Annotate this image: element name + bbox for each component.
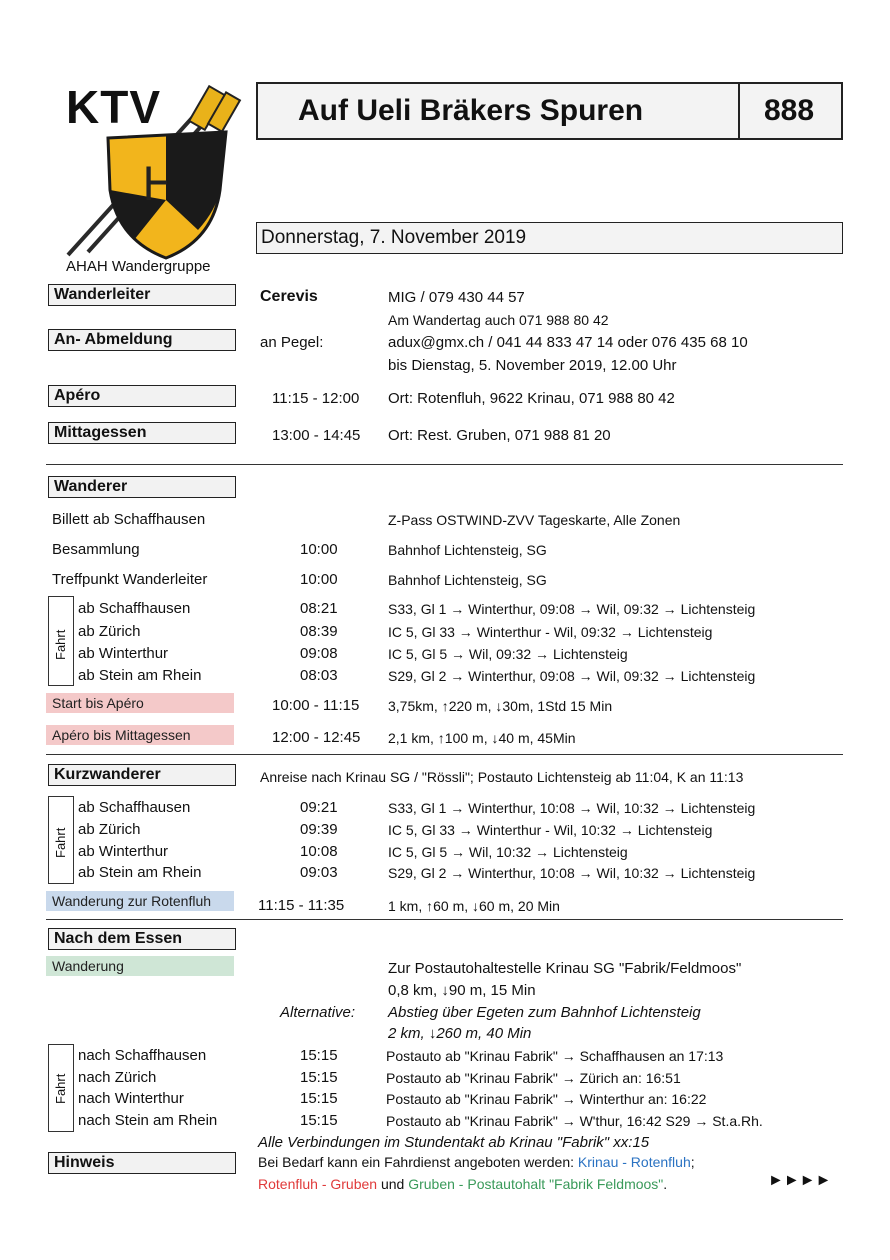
fahrt-time: 15:15 xyxy=(300,1112,338,1129)
fahrt-route: Postauto ab "Krinau Fabrik" → Winterthur an: 16:22 xyxy=(386,1091,707,1107)
fahrt-from: ab Zürich xyxy=(78,623,141,640)
fahrt-time: 09:03 xyxy=(300,864,338,881)
fahrt-from: ab Zürich xyxy=(78,821,141,838)
fahrt-to: nach Winterthur xyxy=(78,1090,184,1107)
apero-time: 11:15 - 12:00 xyxy=(272,390,360,407)
fahrt-route: Postauto ab "Krinau Fabrik" → Schaffhausen an 17:13 xyxy=(386,1048,724,1064)
wanderung-rotenfluh-label: Wanderung zur Rotenfluh xyxy=(46,891,234,911)
fahrt-route: IC 5, Gl 33 → Winterthur - Wil, 09:32 → Lichtensteig xyxy=(388,624,713,640)
tour-number: 888 xyxy=(764,94,815,127)
fahrt-route: Postauto ab "Krinau Fabrik" → Zürich an: 16:51 xyxy=(386,1070,681,1086)
hinweis-link-krinau-rotenfluh[interactable]: Krinau - Rotenfluh xyxy=(577,1154,691,1170)
title-divider xyxy=(738,84,740,138)
divider-3 xyxy=(46,919,843,920)
date-text: Donnerstag, 7. November 2019 xyxy=(261,227,527,248)
wanderung-rotenfluh-time: 11:15 - 11:35 xyxy=(258,897,345,914)
treffpunkt-text: Bahnhof Lichtensteig, SG xyxy=(388,572,547,588)
fahrt-from: ab Stein am Rhein xyxy=(78,667,202,684)
billett-text: Z-Pass OSTWIND-ZVV Tageskarte, Alle Zonen xyxy=(388,512,681,528)
hinweis-text: Bei Bedarf kann ein Fahrdienst angeboten werden: xyxy=(258,1154,578,1170)
fahrt-to: nach Schaffhausen xyxy=(78,1047,207,1064)
shield-icon xyxy=(48,80,248,260)
besammlung-label: Besammlung xyxy=(52,541,140,558)
anmeldung-deadline: bis Dienstag, 5. November 2019, 12.00 Uhr xyxy=(388,357,677,374)
svg-text:Ꮀ: Ꮀ xyxy=(144,157,169,211)
fahrt-route: S33, Gl 1 → Winterthur, 09:08 → Wil, 09:32 → Lichtensteig xyxy=(388,601,756,617)
anmeldung-who: an Pegel: xyxy=(260,334,324,351)
apero-bis-mittag-text: 2,1 km, ↑100 m, ↓40 m, 45Min xyxy=(388,730,576,746)
apero-bis-mittag-label: Apéro bis Mittagessen xyxy=(46,725,234,745)
fahrt-route: IC 5, Gl 5 → Wil, 09:32 → Lichtensteig xyxy=(388,646,628,662)
apero-text: Ort: Rotenfluh, 9622 Krinau, 071 988 80 42 xyxy=(388,390,675,407)
wanderung-rotenfluh-text: 1 km, ↑60 m, ↓60 m, 20 Min xyxy=(388,898,560,914)
stundentakt-note: Alle Verbindungen im Stundentakt ab Krinau "Fabrik" xx:15 xyxy=(258,1134,650,1151)
treffpunkt-time: 10:00 xyxy=(300,571,338,588)
fahrt-time: 15:15 xyxy=(300,1069,338,1086)
anmeldung-label: An- Abmeldung xyxy=(48,329,236,351)
fahrt-route: S29, Gl 2 → Winterthur, 09:08 → Wil, 09:32 → Lichtensteig xyxy=(388,668,756,684)
wanderleiter-name: Cerevis xyxy=(260,288,318,305)
alternative-stats: 2 km, ↓260 m, 40 Min xyxy=(388,1025,532,1042)
alternative-label: Alternative: xyxy=(280,1004,356,1021)
fahrt-time: 09:39 xyxy=(300,821,338,838)
page-title: Auf Ueli Bräkers Spuren xyxy=(298,94,644,127)
wanderleiter-phone-2: Am Wandertag auch 071 988 80 42 xyxy=(388,312,609,328)
fahrt-time: 15:15 xyxy=(300,1047,338,1064)
start-bis-apero-time: 10:00 - 11:15 xyxy=(272,697,360,714)
fahrt-time: 09:21 xyxy=(300,799,338,816)
fahrt-time: 15:15 xyxy=(300,1090,338,1107)
next-page-arrows-icon: ►►►► xyxy=(768,1172,832,1189)
wanderleiter-phone: MIG / 079 430 44 57 xyxy=(388,289,525,306)
nach-dem-essen-label: Nach dem Essen xyxy=(48,928,236,950)
mittagessen-time: 13:00 - 14:45 xyxy=(272,427,361,444)
fahrt-from: ab Winterthur xyxy=(78,645,169,662)
start-bis-apero-label: Start bis Apéro xyxy=(46,693,234,713)
fahrt-from: ab Schaffhausen xyxy=(78,600,191,617)
divider-1 xyxy=(46,464,843,465)
kurzwanderer-anreise: Anreise nach Krinau SG / "Rössli"; Postauto Lichtensteig ab 11:04, K an 11:13 xyxy=(260,769,744,785)
fahrt-route: IC 5, Gl 33 → Winterthur - Wil, 10:32 → Lichtensteig xyxy=(388,822,713,838)
besammlung-text: Bahnhof Lichtensteig, SG xyxy=(388,542,547,558)
apero-bis-mittag-time: 12:00 - 12:45 xyxy=(272,729,361,746)
mittagessen-label: Mittagessen xyxy=(48,422,236,444)
logo-ktv-text: KTV xyxy=(66,81,161,133)
hinweis-und: und xyxy=(377,1176,409,1192)
fahrt-route: S29, Gl 2 → Winterthur, 10:08 → Wil, 10:32 → Lichtensteig xyxy=(388,865,756,881)
fahrt-time: 08:03 xyxy=(300,667,338,684)
fahrt-from: ab Schaffhausen xyxy=(78,799,191,816)
mittagessen-text: Ort: Rest. Gruben, 071 988 81 20 xyxy=(388,427,611,444)
fahrt-time: 09:08 xyxy=(300,645,338,662)
logo-subtitle: AHAH Wandergruppe xyxy=(66,258,211,275)
wanderung-label: Wanderung xyxy=(46,956,234,976)
hinweis-separator: ; xyxy=(690,1154,695,1170)
start-bis-apero-text: 3,75km, ↑220 m, ↓30m, 1Std 15 Min xyxy=(388,698,613,714)
billett-label: Billett ab Schaffhausen xyxy=(52,511,206,528)
divider-2 xyxy=(46,754,843,755)
ziel-stats: 0,8 km, ↓90 m, 15 Min xyxy=(388,982,536,999)
treffpunkt-label: Treffpunkt Wanderleiter xyxy=(52,571,208,588)
fahrt-label-nach: Fahrt xyxy=(53,1073,68,1104)
fahrt-label-wanderer: Fahrt xyxy=(53,629,68,660)
ziel-text: Zur Postautohaltestelle Krinau SG "Fabrik/Feldmoos" xyxy=(388,960,742,977)
fahrt-time: 08:39 xyxy=(300,623,338,640)
fahrt-from: ab Stein am Rhein xyxy=(78,864,202,881)
hinweis-label: Hinweis xyxy=(48,1152,236,1174)
anmeldung-contact: adux@gmx.ch / 041 44 833 47 14 oder 076 435 68 10 xyxy=(388,334,748,351)
hinweis-link-gruben-postauto[interactable]: Gruben - Postautohalt "Fabrik Feldmoos" xyxy=(408,1176,664,1192)
kurzwanderer-label: Kurzwanderer xyxy=(48,764,236,786)
wanderer-label: Wanderer xyxy=(48,476,236,498)
fahrt-time: 08:21 xyxy=(300,600,338,617)
logo xyxy=(48,80,248,280)
hinweis-end: . xyxy=(663,1176,668,1192)
date-box xyxy=(256,222,843,254)
fahrt-route: S33, Gl 1 → Winterthur, 10:08 → Wil, 10:32 → Lichtensteig xyxy=(388,800,756,816)
hinweis-line-1 xyxy=(258,1154,695,1170)
fahrt-to: nach Zürich xyxy=(78,1069,157,1086)
title-box xyxy=(256,82,843,140)
fahrt-label-kurzwanderer: Fahrt xyxy=(53,827,68,858)
hinweis-link-rotenfluh-gruben[interactable]: Rotenfluh - Gruben xyxy=(258,1176,378,1192)
fahrt-route: Postauto ab "Krinau Fabrik" → W'thur, 16:42 S29 → St.a.Rh. xyxy=(386,1113,763,1129)
hinweis-line-2 xyxy=(258,1176,667,1192)
fahrt-route: IC 5, Gl 5 → Wil, 10:32 → Lichtensteig xyxy=(388,844,628,860)
fahrt-time: 10:08 xyxy=(300,843,338,860)
wanderleiter-label: Wanderleiter xyxy=(48,284,236,306)
alternative-text: Abstieg über Egeten zum Bahnhof Lichtensteig xyxy=(388,1004,701,1021)
fahrt-to: nach Stein am Rhein xyxy=(78,1112,218,1129)
fahrt-from: ab Winterthur xyxy=(78,843,169,860)
besammlung-time: 10:00 xyxy=(300,541,338,558)
apero-label: Apéro xyxy=(48,385,236,407)
